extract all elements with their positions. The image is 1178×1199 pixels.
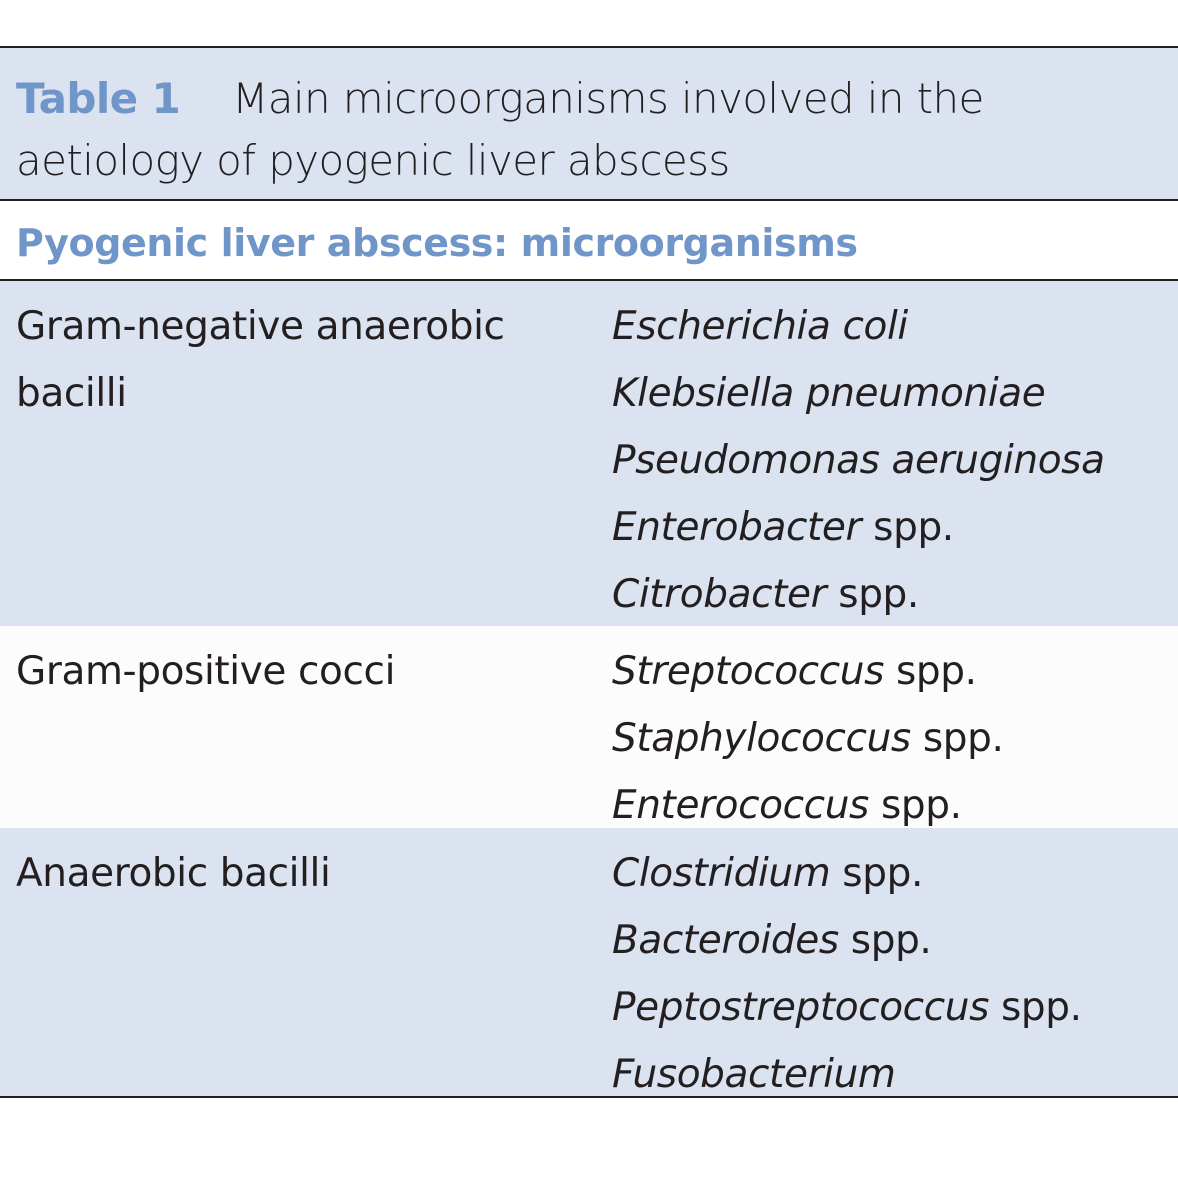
- organism-item: [612, 293, 1178, 360]
- group-name: Gram-negative anaerobic bacilli: [16, 304, 505, 416]
- organism-name: Streptococcus: [612, 649, 885, 694]
- organism-name: Fusobacterium: [612, 1052, 896, 1097]
- organism-item: [612, 360, 1178, 427]
- organism-name: Klebsiella pneumoniae: [612, 371, 1046, 416]
- group-name: Anaerobic bacilli: [16, 851, 331, 896]
- organism-item: [612, 427, 1178, 494]
- group-row: [0, 828, 1178, 1096]
- organism-name: Clostridium: [612, 851, 831, 896]
- organism-item: [612, 705, 1178, 772]
- group-row: [0, 281, 1178, 626]
- group-name: Gram-positive cocci: [16, 649, 396, 694]
- organism-name: Escherichia coli: [612, 304, 908, 349]
- organism-suffix: spp.: [830, 851, 923, 896]
- organism-name: Citrobacter: [612, 572, 827, 617]
- organism-name: Enterococcus: [612, 783, 869, 828]
- table-subheading: Pyogenic liver abscess: microorganisms: [0, 201, 1178, 279]
- organism-name: Peptostreptococcus: [612, 985, 989, 1030]
- organism-suffix: spp.: [989, 985, 1082, 1030]
- organism-suffix: spp.: [826, 572, 919, 617]
- organism-list: [596, 828, 1178, 1096]
- group-row: [0, 626, 1178, 828]
- organism-item: [612, 974, 1178, 1041]
- organism-item: [612, 1041, 1178, 1108]
- organism-suffix: spp.: [868, 783, 962, 828]
- organism-suffix: spp.: [884, 649, 977, 694]
- organism-item: [612, 561, 1178, 628]
- table-label: Table 1: [16, 74, 181, 123]
- organism-suffix: spp.: [910, 716, 1004, 761]
- table-caption-text: Main microorganisms involved in the aetiology of pyogenic liver abscess: [16, 74, 984, 185]
- organism-item: [612, 494, 1178, 561]
- table-caption: [0, 48, 1178, 199]
- organism-name: Bacteroides: [612, 918, 839, 963]
- organism-item: [612, 840, 1178, 907]
- organism-item: [612, 638, 1178, 705]
- organism-item: [612, 907, 1178, 974]
- organism-name: Staphylococcus: [612, 716, 911, 761]
- organism-name: Enterobacter: [612, 505, 862, 550]
- organism-list: [596, 281, 1178, 626]
- organism-list: [596, 626, 1178, 828]
- organism-suffix: spp.: [861, 505, 954, 550]
- microorganisms-table: [0, 46, 1178, 1098]
- organism-suffix: spp.: [838, 918, 932, 963]
- organism-name: Pseudomonas aeruginosa: [612, 438, 1105, 483]
